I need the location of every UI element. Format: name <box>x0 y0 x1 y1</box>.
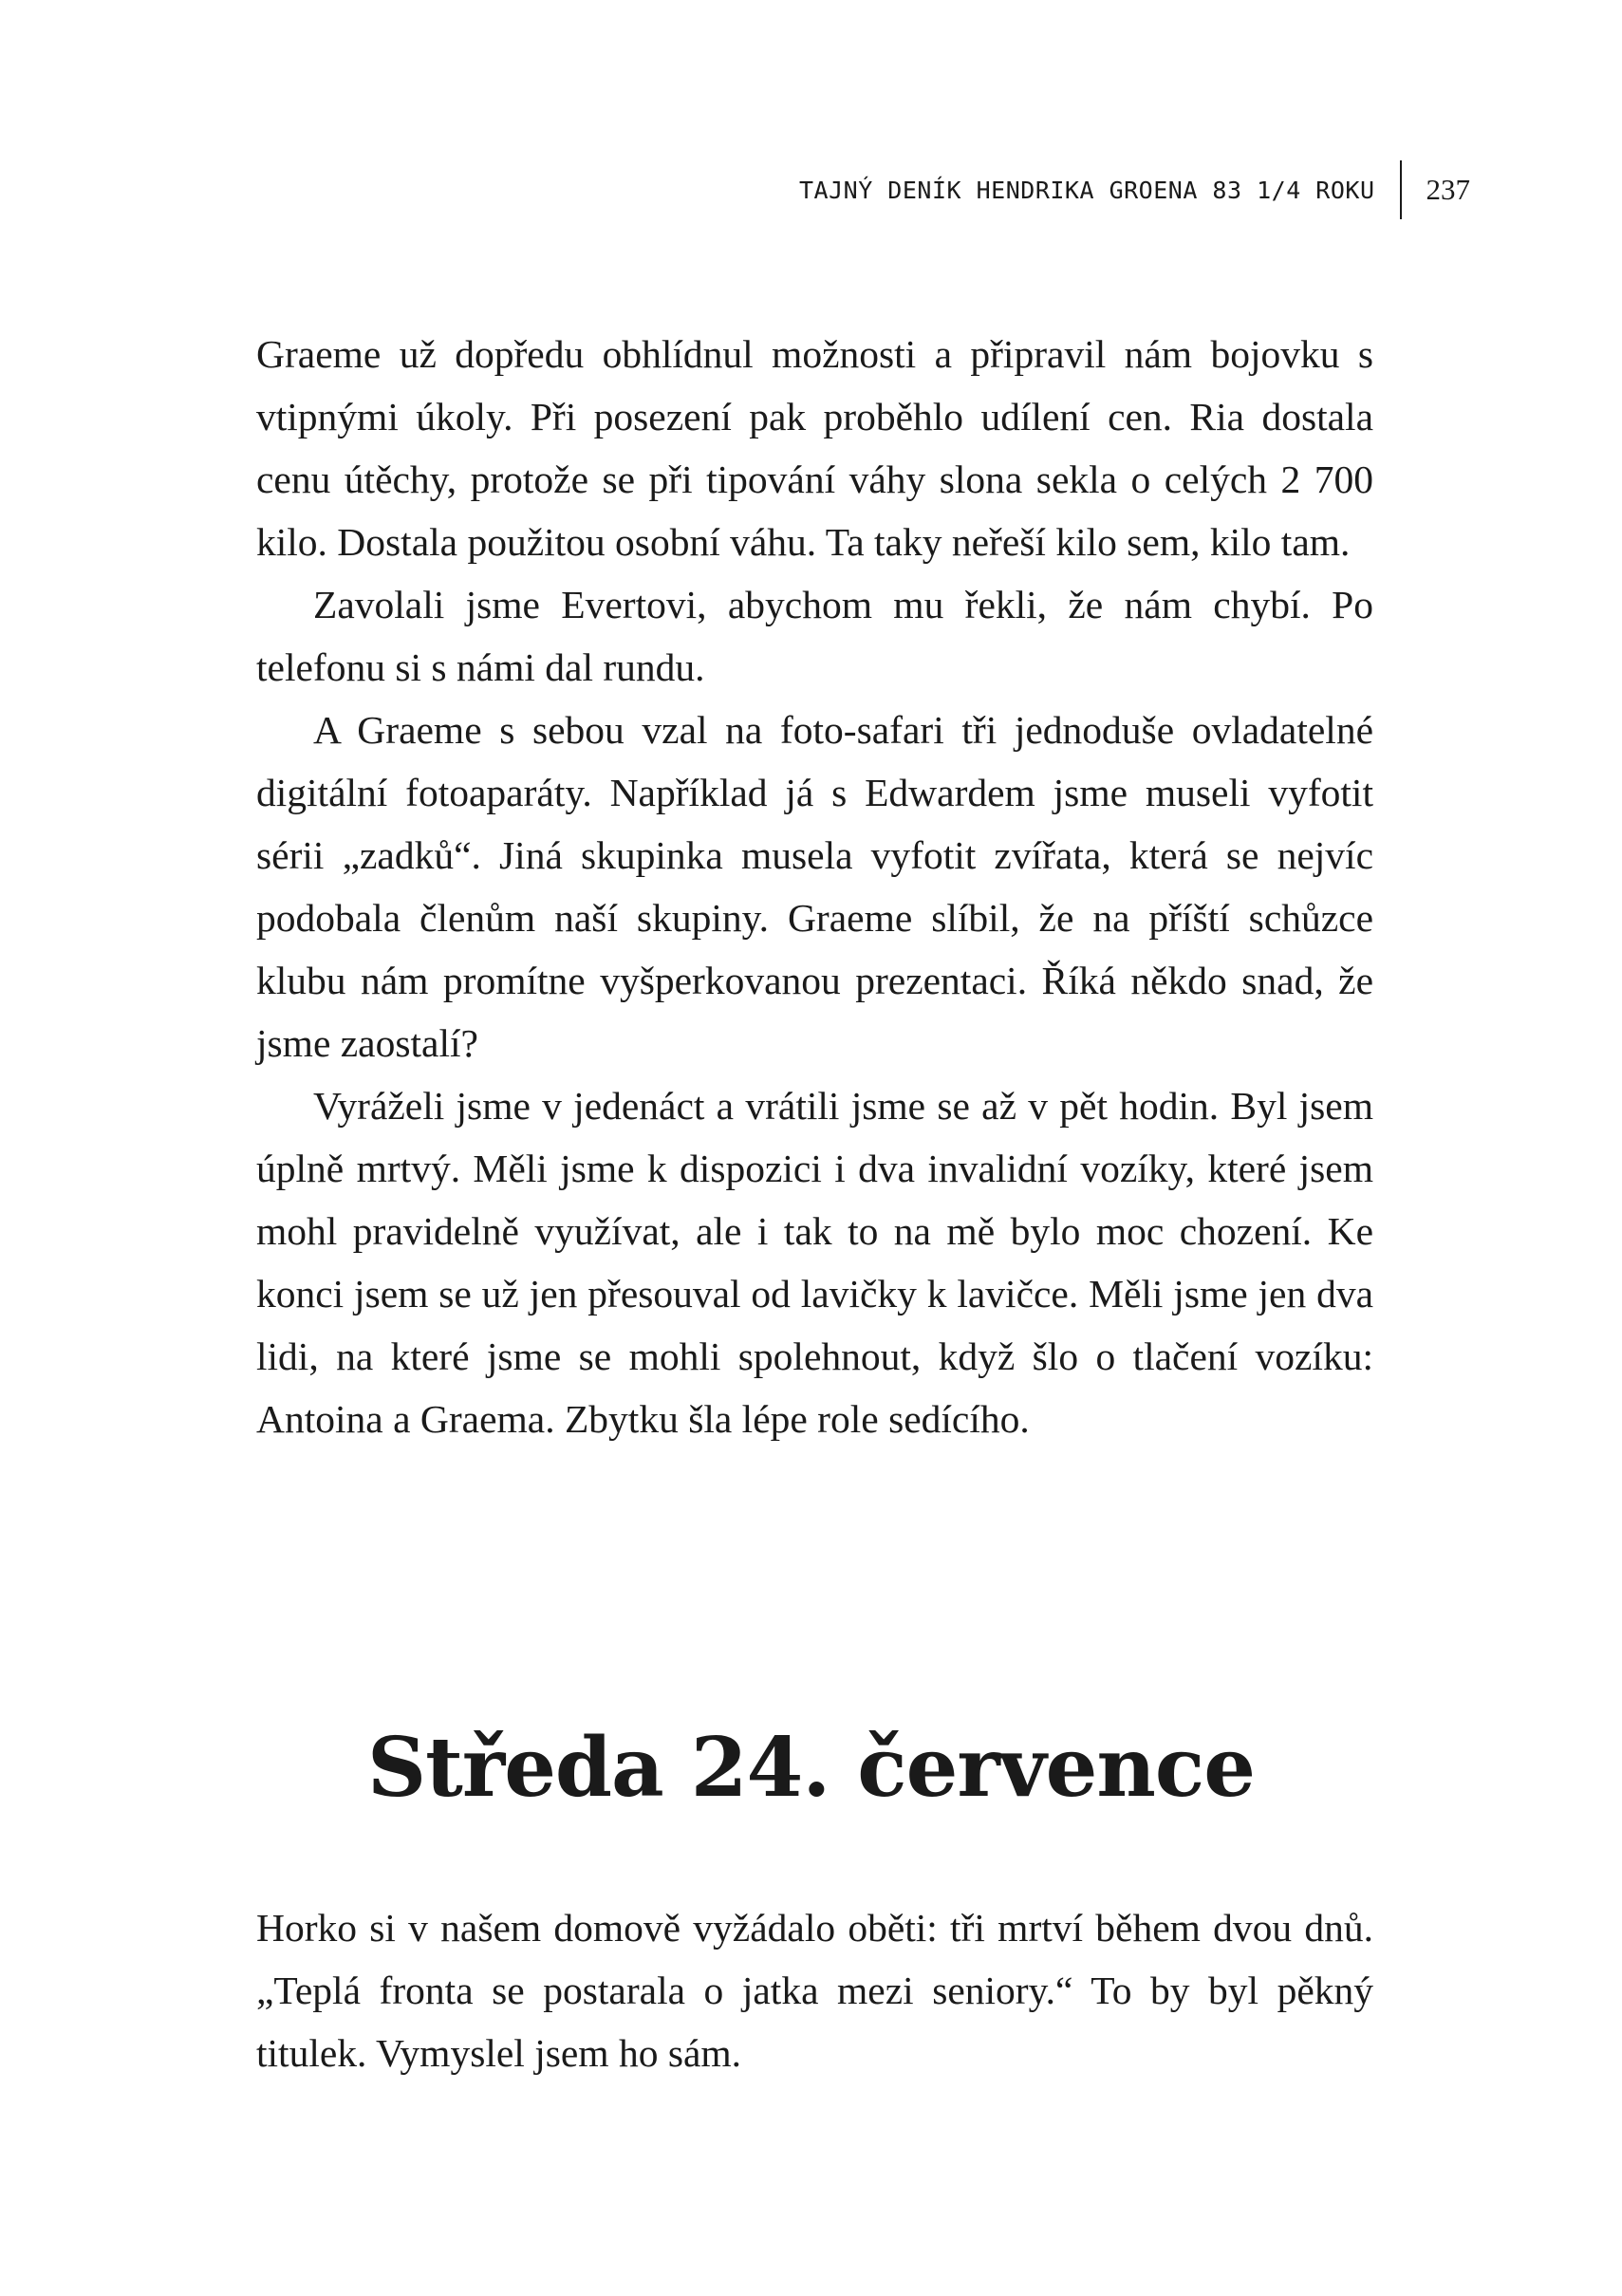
body-section-1 <box>256 323 1373 1450</box>
running-head-title: TAJNÝ DENÍK HENDRIKA GROENA 83 1/4 ROKU <box>799 176 1375 204</box>
paragraph: A Graeme s sebou vzal na foto-safari tři jednoduše ovladatelné digitální fotoaparáty. Například já s Edwardem jsme museli vyfotit sérii „zadků“. Jiná skupinka musela vyfotit zvířata, která se nejvíc podobala členům naší skupiny. Graeme slíbil, že na příští schůzce klubu nám promítne vyšperkovanou prezentaci. Říká někdo snad, že jsme zaostalí? <box>256 708 1373 1065</box>
body-section-2 <box>256 1896 1373 2084</box>
paragraph: Horko si v našem domově vyžádalo oběti: tři mrtví během dvou dnů. „Teplá fronta se postarala o jatka mezi seniory.“ To by byl pěkný titulek. Vymyslel jsem ho sám. <box>256 1906 1373 2075</box>
paragraph: Vyráželi jsme v jedenáct a vrátili jsme se až v pět hodin. Byl jsem úplně mrtvý. Měli jsme k dispozici i dva invalidní vozíky, které jsem mohl pravidelně využívat, ale i tak to na mě bylo moc chození. Ke konci jsem se už jen přesouval od lavičky k lavičce. Měli jsme jen dva lidi, na které jsme se mohli spolehnout, když šlo o tlačení vozíku: Antoina a Graema. Zbytku šla lépe role sedícího. <box>256 1084 1373 1441</box>
paragraph: Graeme už dopředu obhlídnul možnosti a připravil nám bojovku s vtipnými úkoly. Při posezení pak proběhlo udílení cen. Ria dostala cenu útěchy, protože se při tipování váhy slona sekla o celých 2 700 kilo. Dostala použitou osobní váhu. Ta taky neřeší kilo sem, kilo tam. <box>256 332 1373 564</box>
page-number: 237 <box>1426 173 1470 206</box>
paragraph: Zavolali jsme Evertovi, abychom mu řekli, že nám chybí. Po telefonu si s námi dal rundu. <box>256 583 1373 689</box>
running-head <box>799 161 1470 218</box>
chapter-heading: Středa 24. července <box>367 1720 1255 1816</box>
